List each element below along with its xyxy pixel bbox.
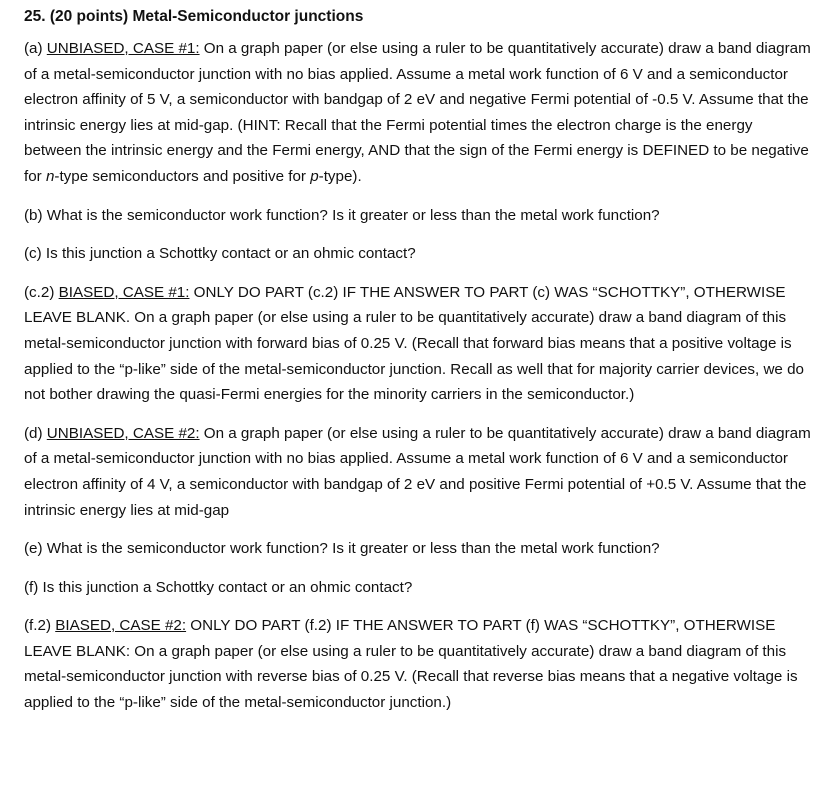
part-c2-text: ONLY DO PART (c.2) IF THE ANSWER TO PART (c) WAS “SCHOTTKY”, OTHERWISE LEAVE BLANK. On a graph paper (or else using a ruler to be quantitatively accurate) draw a band diagram of this metal-semiconductor junction with forward bias of 0.25 V. (Recall that forward bias means that a positive voltage is applied to the “p-like” side of the metal-semiconductor junction. Recall as well that for majority carrier devices, we do not bother drawing the quasi-Fermi energies for the minority carriers in the semiconductor.) <box>24 283 804 404</box>
part-f2-prefix: (f.2) <box>24 617 56 635</box>
part-f2-label: BIASED, CASE #2: <box>55 617 187 635</box>
part-f2 <box>24 613 814 715</box>
problem-title: 25. (20 points) Metal-Semiconductor junctions <box>24 8 364 25</box>
part-c2-label: BIASED, CASE #1: <box>58 283 190 301</box>
part-d-text: On a graph paper (or else using a ruler to be quantitatively accurate) draw a band diagram of a metal-semiconductor junction with no bias applied. Assume a metal work function of 6 V and a semiconductor electron affinity of 4 V, a semiconductor with bandgap of 2 eV and positive Fermi potential of +0.5 V. Assume that the intrinsic energy lies at mid-gap <box>24 424 811 519</box>
part-b: (b) What is the semiconductor work function? Is it greater or less than the metal work function? <box>24 206 660 224</box>
part-a-text-3: -type). <box>318 167 362 185</box>
part-c2 <box>24 280 814 408</box>
part-a-p-type: p <box>310 167 319 185</box>
part-e: (e) What is the semiconductor work function? Is it greater or less than the metal work function? <box>24 540 660 558</box>
document-page <box>24 6 814 716</box>
part-a <box>24 36 814 190</box>
part-f: (f) Is this junction a Schottky contact or an ohmic contact? <box>24 578 413 596</box>
part-f2-text: ONLY DO PART (f.2) IF THE ANSWER TO PART (f) WAS “SCHOTTKY”, OTHERWISE LEAVE BLANK: On a graph paper (or else using a ruler to be quantitatively accurate) draw a band diagram of this metal-semiconductor junction with reverse bias of 0.25 V. (Recall that reverse bias means that a negative voltage is applied to the “p-like” side of the metal-semiconductor junction.) <box>24 617 798 712</box>
part-c2-prefix: (c.2) <box>24 283 59 301</box>
part-a-label: UNBIASED, CASE #1: <box>46 40 200 57</box>
part-a-text-1: On a graph paper (or else using a ruler to be quantitatively accurate) draw a band diagram of a metal-semiconductor junction with no bias applied. Assume a metal work function of 6 V and a semiconductor electron affinity of 5 V, a semiconductor with bandgap of 2 eV and negative Fermi potential of -0.5 V. Assume that the intrinsic energy lies at mid-gap. (HINT: Recall that the Fermi potential times the electron charge is the energy between the intrinsic energy and the Fermi energy, AND that the sign of the Fermi energy is DEFINED to be negative for <box>24 40 811 185</box>
part-d-prefix: (d) <box>24 424 47 442</box>
part-d-label: UNBIASED, CASE #2: <box>46 424 200 442</box>
part-a-text-2: -type semiconductors and positive for <box>54 167 311 185</box>
part-c: (c) Is this junction a Schottky contact or an ohmic contact? <box>24 245 416 263</box>
part-d <box>24 421 814 523</box>
part-a-n-type: n <box>45 167 55 185</box>
part-a-prefix: (a) <box>24 40 47 57</box>
